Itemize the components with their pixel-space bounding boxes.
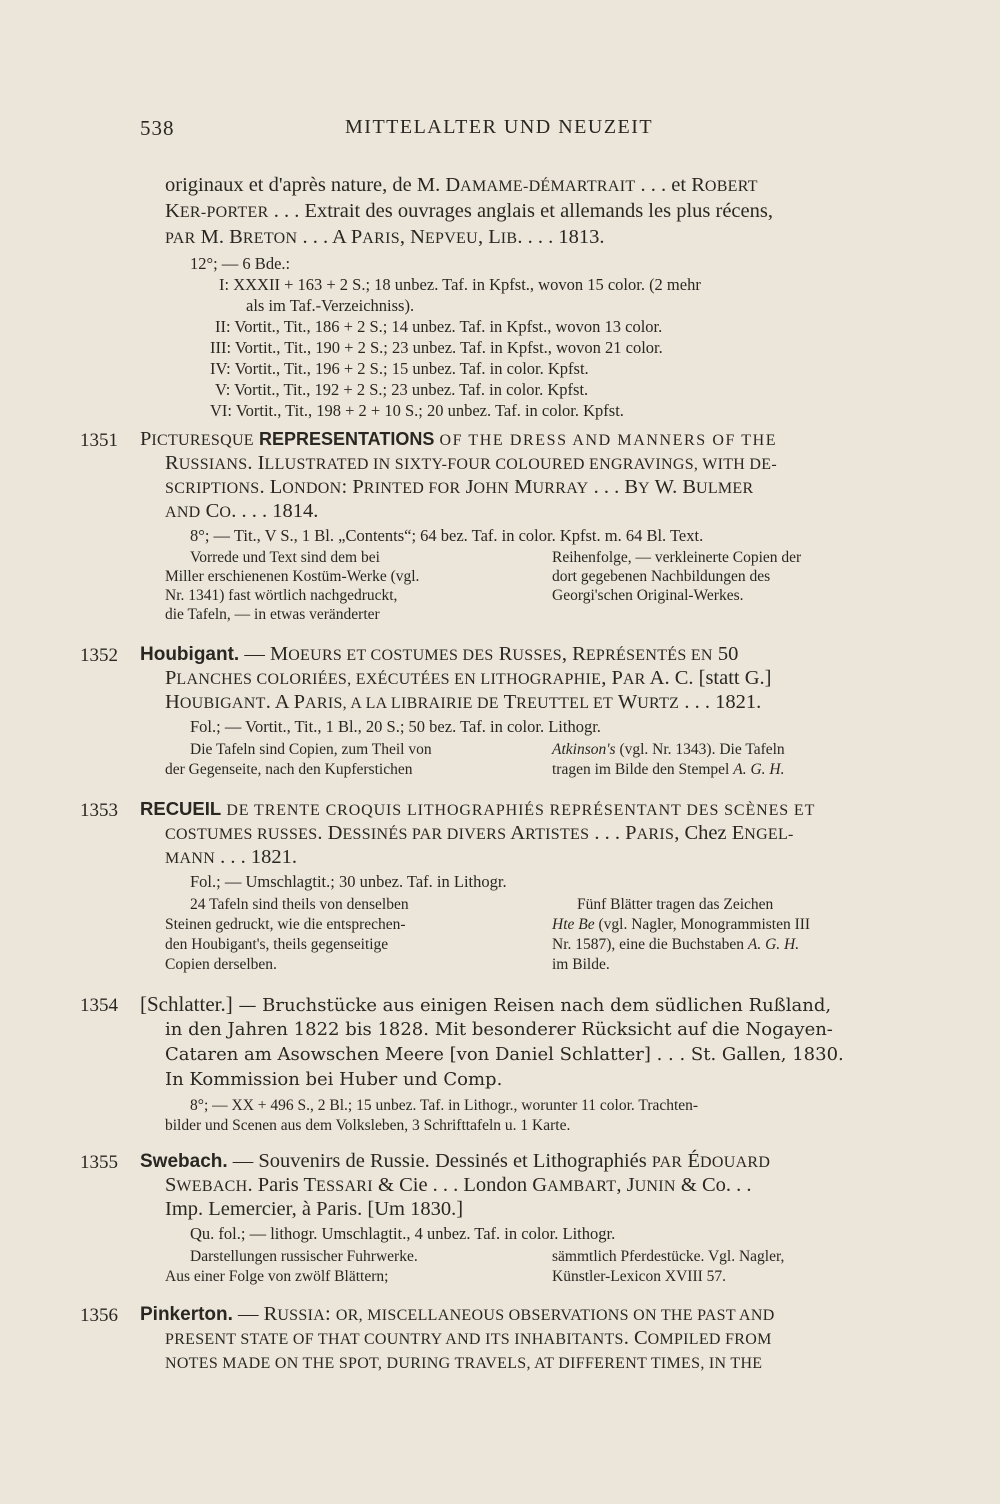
entry-number: 1351 [80,430,118,451]
title-line: COSTUMES RUSSES. DESSINÉS PAR DIVERS ARTISTES . . . PARIS, Chez ENGEL- [165,822,794,844]
title-line: PLANCHES COLORIÉES, EXÉCUTÉES EN LITHOGRAPHIE, PAR A. C. [statt G.] [165,667,772,689]
note-line: tragen im Bilde den Stempel A. G. H. [552,761,785,778]
title-line: Cataren am Asowschen Meere [von Daniel Schlatter] . . . St. Gallen, 1830. [165,1044,844,1065]
title-line: Pinkerton. — RUSSIA: OR, MISCELLANEOUS OBSERVATIONS ON THE PAST AND [140,1303,775,1325]
title-line: In Kommission bei Huber und Comp. [165,1069,503,1090]
entry-number: 1356 [80,1305,118,1326]
note-line: 24 Tafeln sind theils von denselben [190,896,409,913]
note-line: Nr. 1587), eine die Buchstaben A. G. H. [552,936,800,953]
title-line: Houbigant. — MOEURS ET COSTUMES DES RUSSES, REPRÉSENTÉS EN 50 [140,643,739,665]
volume-line: als im Taf.-Verzeichniss). [246,296,415,315]
entry-number: 1352 [80,645,118,666]
note-line: Reihenfolge, — verkleinerte Copien der [552,549,802,566]
running-title: MITTELALTER UND NEUZEIT [345,116,654,138]
note-line: sämmtlich Pferdestücke. Vgl. Nagler, [552,1248,785,1265]
title-line: SWEBACH. Paris TESSARI & Cie . . . London GAMBART, JUNIN & Co. . . [165,1174,752,1196]
note-line: Vorrede und Text sind dem bei [190,549,380,566]
note-line: Copien derselben. [165,956,277,973]
title-line: AND CO. . . . 1814. [165,500,319,522]
running-head [140,116,880,146]
volume-line: I: XXXII + 163 + 2 S.; 18 unbez. Taf. in Kpfst., wovon 15 color. (2 mehr [219,275,701,294]
volume-line: IV: Vortit., Tit., 196 + 2 S.; 15 unbez. Taf. in color. Kpfst. [210,359,589,378]
note-line: Atkinson's (vgl. Nr. 1343). Die Tafeln [552,741,785,758]
format-line: 8°; — Tit., V S., 1 Bl. „Contents“; 64 bez. Taf. in color. Kpfst. m. 64 Bl. Text. [190,526,704,545]
note-line: im Bilde. [552,956,610,973]
note-line: die Tafeln, — in etwas veränderter [165,606,380,623]
title-line: RECUEIL DE TRENTE CROQUIS LITHOGRAPHIÉS REPRÉSENTANT DES SCÈNES ET [140,798,816,819]
note-line: Nr. 1341) fast wörtlich nachgedruckt, [165,587,398,604]
note-line: Die Tafeln sind Copien, zum Theil von [190,741,432,758]
title-line: [Schlatter.] — Bruchstücke aus einigen Reisen nach dem südlichen Rußland, [140,992,832,1016]
note-line: Georgi'schen Original-Werkes. [552,587,744,604]
text-line: KER-PORTER . . . Extrait des ouvrages anglais et allemands les plus récens, [165,200,773,222]
note-line: Fünf Blätter tragen das Zeichen [577,896,774,913]
title-line: HOUBIGANT. A PARIS, A LA LIBRAIRIE DE TREUTTEL ET WURTZ . . . 1821. [165,691,762,713]
title-line: SCRIPTIONS. LONDON: PRINTED FOR JOHN MURRAY . . . BY W. BULMER [165,476,754,498]
title-line: PICTURESQUE REPRESENTATIONS OF THE DRESS AND MANNERS OF THE [140,428,778,450]
note-line: Künstler-Lexicon XVIII 57. [552,1268,727,1285]
entry-number: 1354 [80,995,118,1016]
format-line: Qu. fol.; — lithogr. Umschlagtit., 4 unbez. Taf. in color. Lithogr. [190,1224,616,1243]
title-line: NOTES MADE ON THE SPOT, DURING TRAVELS, AT DIFFERENT TIMES, IN THE [165,1355,763,1372]
format-line: 8°; — XX + 496 S., 2 Bl.; 15 unbez. Taf. in Lithogr., worunter 11 color. Trachten- [190,1097,699,1114]
note-line: der Gegenseite, nach den Kupferstichen [165,761,413,778]
note-line: den Houbigant's, theils gegenseitige [165,936,389,953]
entry-number: 1355 [80,1152,118,1173]
volume-line: III: Vortit., Tit., 190 + 2 S.; 23 unbez. Taf. in Kpfst., wovon 21 color. [210,338,663,357]
text-line: originaux et d'après nature, de M. DAMAME-DÉMARTRAIT . . . et ROBERT [165,174,758,196]
title-line: RUSSIANS. ILLUSTRATED IN SIXTY-FOUR COLOURED ENGRAVINGS, WITH DE- [165,452,777,474]
note-line: Steinen gedruckt, wie die entsprechen- [165,916,406,933]
entry-number: 1353 [80,800,118,821]
page-number: 538 [140,116,175,140]
note-line: Hte Be (vgl. Nagler, Monogrammisten III [552,916,811,933]
title-line: MANN . . . 1821. [165,846,298,868]
note-line: Miller erschienenen Kostüm-Werke (vgl. [165,568,420,585]
format-line: Fol.; — Vortit., Tit., 1 Bl., 20 S.; 50 bez. Taf. in color. Lithogr. [190,717,601,736]
title-line: in den Jahren 1822 bis 1828. Mit besonderer Rücksicht auf die Nogayen- [165,1019,833,1040]
format-line: bilder und Scenen aus dem Volksleben, 3 Schrifttafeln u. 1 Karte. [165,1117,571,1134]
volume-line: V: Vortit., Tit., 192 + 2 S.; 23 unbez. Taf. in color. Kpfst. [215,380,589,399]
note-line: Darstellungen russischer Fuhrwerke. [190,1248,418,1265]
title-line: Swebach. — Souvenirs de Russie. Dessinés et Lithographiés PAR ÉDOUARD [140,1150,771,1172]
note-line: dort gegebenen Nachbildungen des [552,568,771,585]
note-line: Aus einer Folge von zwölf Blättern; [165,1268,389,1285]
text-line: PAR M. BRETON . . . A PARIS, NEPVEU, LIB. . . . 1813. [165,226,605,248]
format-line: Fol.; — Umschlagtit.; 30 unbez. Taf. in Lithogr. [190,872,507,891]
volume-line: VI: Vortit., Tit., 198 + 2 + 10 S.; 20 unbez. Taf. in color. Kpfst. [210,401,624,420]
format-line: 12°; — 6 Bde.: [190,254,291,273]
volume-line: II: Vortit., Tit., 186 + 2 S.; 14 unbez. Taf. in Kpfst., wovon 13 color. [215,317,663,336]
title-line: PRESENT STATE OF THAT COUNTRY AND ITS INHABITANTS. COMPILED FROM [165,1327,772,1349]
title-line: Imp. Lemercier, à Paris. [Um 1830.] [165,1198,464,1220]
